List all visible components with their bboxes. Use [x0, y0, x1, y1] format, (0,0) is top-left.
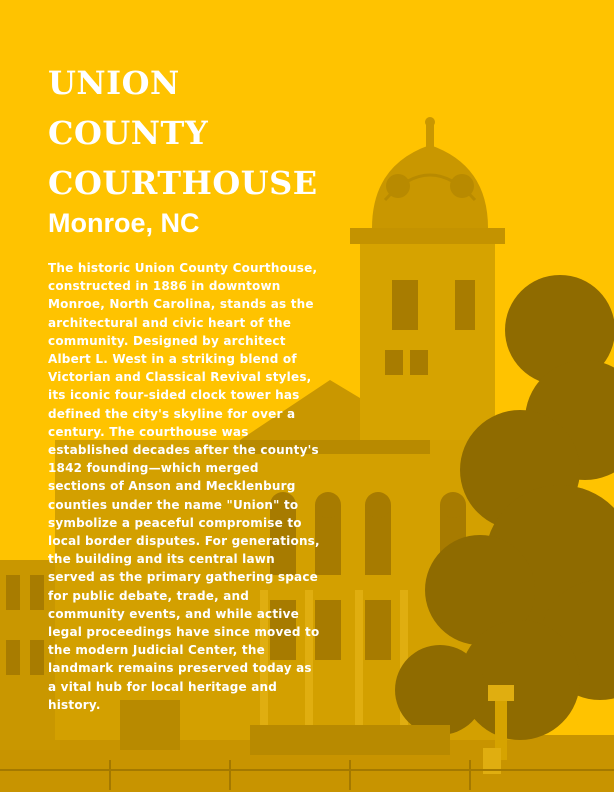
title-line-3: COURTHOUSE [48, 164, 318, 202]
body-text: The historic Union County Courthouse, constructed in 1886 in downtown Monroe, North Carolina, stands as the architectural and civic heart of the community. Designed by architect Albert L. West in a striking blend of Victorian and Classical Revival styles, its iconic four-sided clock tower has defined the city's skyline for over a century. The courthouse was established decades after the county's 1842 founding—which merged sections of Anson and Mecklenburg counties under the name "Union" to symbolize a peaceful compromise to local border disputes. For generations, the building and its central lawn served as the primary gathering space for public debate, trade, and community events, and while active legal proceedings have since moved to the modern Judicial Center, the landmark remains preserved today as a vital hub for local heritage and history. [48, 261, 320, 712]
location-subtitle: Monroe, NC [48, 208, 200, 238]
page-title [48, 58, 338, 208]
title-line-2: COUNTY [48, 114, 209, 152]
text-block [48, 58, 338, 714]
title-line-1: UNION [48, 64, 180, 102]
